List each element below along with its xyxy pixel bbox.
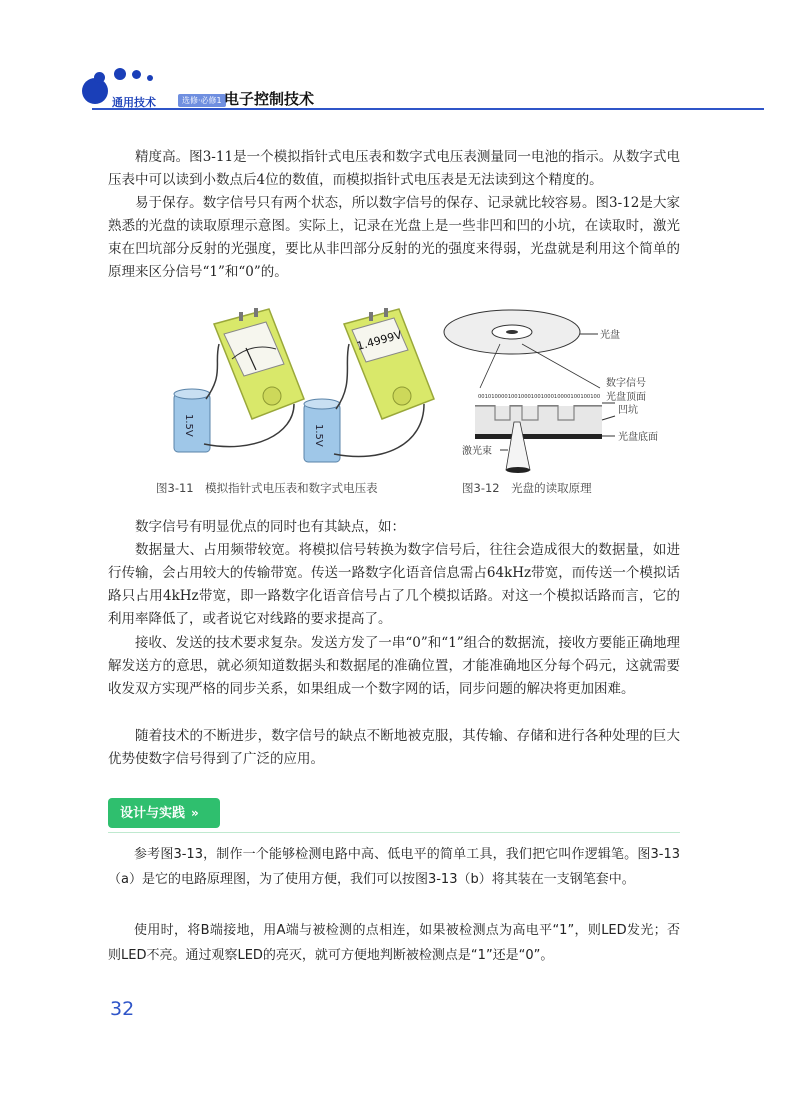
digital-voltmeter — [344, 308, 434, 419]
design-practice-banner — [108, 798, 220, 828]
paragraph-usage: 使用时，将B端接地，用A端与被检测的点相连，如果被检测点为高电平“1”，则LED发光；否则LED不亮。通过观察LED的亮灭，就可方便地判断被检测点是“1”还是“0”。 — [108, 923, 680, 963]
page-header — [0, 0, 800, 120]
battery-right — [304, 399, 340, 462]
paragraph-precision: 精度高。图3-11是一个模拟指针式电压表和数字式电压表测量同一电池的指示。从数字式电压表中可以读到小数点后4位的数值，而模拟指针式电压表是无法读到这个精度的。 — [108, 149, 680, 188]
header-dot — [147, 75, 153, 81]
book-label: 通用技术 — [112, 96, 156, 109]
header-rule — [92, 108, 764, 110]
banner-divider — [108, 832, 680, 833]
caption-figure-3-11: 图3-11 模拟指针式电压表和数字式电压表 — [156, 481, 378, 495]
figure-area — [108, 298, 680, 508]
chevron-right-icon: » — [191, 806, 199, 820]
header-dot — [114, 68, 126, 80]
label-laser: 激光束 — [462, 446, 492, 457]
paragraph-bandwidth: 数据量大、占用频带较宽。将模拟信号转换为数字信号后，往往会造成很大的数据量，如进行传输，会占用较大的传输带宽。传送一路数字化语音信息需占64kHz带宽，而传送一个模拟话路只占用4kHz带宽，即一路数字化语音信号占了几个模拟话路。对这一个模拟话路而言，它的利用率降低了，或者说它对线路的要求提高了。 — [108, 542, 680, 627]
paragraph-logic-pen: 参考图3-13，制作一个能够检测电路中高、低电平的简单工具，我们把它叫作逻辑笔。图3-13（a）是它的电路原理图，为了使用方便，我们可以按图3-13（b）将其装在一支钢笔套中。 — [108, 847, 680, 887]
figure-3-12 — [440, 300, 680, 480]
battery-left — [174, 389, 210, 452]
digital-meter-reading: 1.4999V — [355, 328, 404, 353]
chapter-title: 电子控制技术 — [224, 90, 315, 108]
battery-left-label: 1.5V — [183, 414, 194, 437]
paragraph-storage: 易于保存。数字信号只有两个状态，所以数字信号的保存、记录就比较容易。图3-12是大家熟悉的光盘的读取原理示意图。实际上，记录在光盘上是一些非凹和凹的小坑，在读取时，激光束在凹坑部分反射的光强度，要比从非凹部分反射的光的强度来得弱，光盘就是利用这个简单的原理来区分信号“1”和“0”的。 — [108, 195, 680, 280]
label-disc: 光盘 — [600, 330, 620, 341]
banner-label: 设计与实践 — [120, 806, 186, 821]
label-disc-bottom: 光盘底面 — [618, 432, 658, 443]
battery-right-label: 1.5V — [313, 424, 324, 447]
header-dot-large — [82, 78, 108, 104]
header-dot — [94, 72, 105, 83]
paragraph-progress: 随着技术的不断进步，数字信号的缺点不断地被克服，其传输、存储和进行各种处理的巨大优势使数字信号得到了广泛的应用。 — [108, 728, 680, 767]
paragraph-sync: 接收、发送的技术要求复杂。发送方发了一串“0”和“1”组合的数据流，接收方要能正确地理解发送方的意思，就必须知道数据头和数据尾的准确位置，才能准确地区分每个码元，这就需要收发双方实现严格的同步关系，如果组成一个数字网的话，同步问题的解决将更加困难。 — [108, 635, 680, 697]
paragraph-drawbacks-intro: 数字信号有明显优点的同时也有其缺点，如： — [135, 519, 405, 535]
analog-voltmeter — [214, 308, 304, 419]
volume-badge: 选修·必修1 — [178, 94, 226, 107]
label-pit: 凹坑 — [618, 405, 638, 416]
figure-3-11 — [144, 304, 444, 474]
caption-figure-3-12: 图3-12 光盘的读取原理 — [462, 481, 592, 495]
label-digital-signal: 数字信号 — [606, 378, 646, 389]
disc-bit-string: 0010100001001000100100010000100100100 — [478, 394, 601, 400]
header-dot — [132, 70, 141, 79]
page-number: 32 — [110, 998, 135, 1020]
label-disc-top: 光盘顶面 — [606, 392, 646, 403]
